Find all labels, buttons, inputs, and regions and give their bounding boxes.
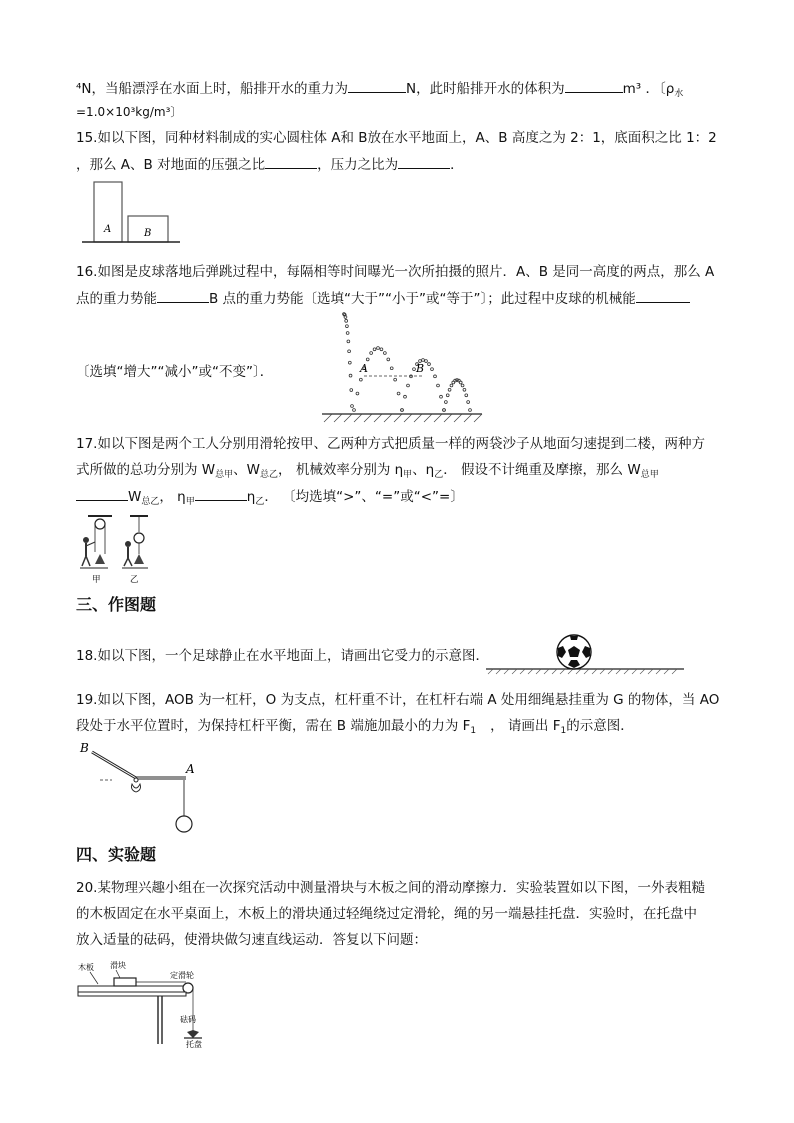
ball-position-dot — [353, 409, 356, 412]
label-a: A — [186, 762, 195, 776]
bouncing-ball-figure — [318, 310, 488, 430]
ball-position-dot — [366, 358, 369, 361]
ball-position-dot — [459, 381, 462, 384]
ball-position-dot — [347, 340, 350, 343]
ball-position-dot — [434, 375, 437, 378]
q18-text: 18.如以下图，一个足球静止在水平地面上，请画出它受力的示意图． — [76, 648, 489, 664]
ball-position-dot — [377, 347, 380, 350]
ball-position-dot — [348, 350, 351, 353]
q14-line1: ⁴N，当船漂浮在水面上时，船排开水的重力为 N，此时船排开水的体积为 m³ ．〔$\rho_水$ — [76, 78, 683, 104]
answer-blank[interactable] — [348, 78, 406, 93]
answer-blank[interactable] — [565, 78, 623, 93]
q15-line2: ，那么 A、B 对地面的压强之比 ，压力之比为 ． — [76, 154, 464, 175]
label-yi: 乙 — [130, 575, 139, 585]
ball-position-dot — [394, 378, 397, 381]
ball-position-dot — [425, 360, 428, 363]
ball-position-dot — [440, 395, 443, 398]
label-tray: 托盘 — [186, 1040, 202, 1049]
ball-position-dot — [463, 388, 466, 391]
cylinders-figure — [82, 178, 182, 248]
q17-line3: $W_{总乙}$， $\eta_甲$ $\eta_乙$． 〔均选填“>”、“=”或“<”=〕 — [76, 486, 464, 512]
answer-blank[interactable] — [76, 486, 128, 501]
ball-position-dot — [346, 332, 349, 335]
label-weights: 砝码 — [180, 1015, 196, 1024]
ball-position-dot — [345, 319, 348, 322]
q19-line1: 19.如以下图，AOB 为一杠杆，O 为支点，杠杆重不计，在杠杆右端 A 处用细绳悬挂重为 G 的物体，当 AO — [76, 692, 720, 708]
answer-blank[interactable] — [195, 486, 247, 501]
ball-position-dot — [437, 384, 440, 387]
ball-position-dot — [431, 368, 434, 371]
section-title: 三、作图题 — [76, 595, 157, 614]
label-slider: 滑块 — [110, 961, 126, 970]
ball-position-dot — [413, 368, 416, 371]
q16-line1: 16.如图是皮球落地后弹跳过程中，每隔相等时间曝光一次所拍摄的照片．A、B 是同一高度的两点，那么 A — [76, 264, 715, 280]
q14-line2: =1.0×10³kg/m³〕 — [76, 105, 183, 119]
pulley-workers-figure — [78, 512, 158, 584]
ball-position-dot — [407, 384, 410, 387]
label-b: B — [144, 228, 152, 239]
label-pulley: 定滑轮 — [170, 971, 194, 980]
ball-position-dot — [446, 394, 449, 397]
ball-position-dot — [370, 352, 373, 355]
q16-line3: 〔选填“增大”“减小”或“不变”〕． — [76, 364, 274, 380]
football-icon — [557, 635, 591, 669]
ball-position-dot — [422, 359, 425, 362]
ball-position-dot — [380, 348, 383, 351]
label-board: 木板 — [78, 963, 94, 972]
label-a: A — [104, 224, 112, 235]
label-jia: 甲 — [92, 575, 101, 585]
q20-line3: 放入适量的砝码，使滑块做匀速直线运动．答复以下问题： — [76, 932, 427, 948]
lever-figure — [76, 740, 206, 836]
answer-blank[interactable] — [265, 154, 317, 169]
q20-line2: 的木板固定在水平桌面上，木板上的滑块通过轻绳绕过定滑轮，绳的另一端悬挂托盘．实验时，在托盘中 — [76, 906, 697, 922]
ball-position-dot — [465, 394, 468, 397]
q17-line1: 17.如以下图是两个工人分别用滑轮按甲、乙两种方式把质量一样的两袋沙子从地面匀速提到二楼，两种方 — [76, 436, 705, 452]
ball-position-dot — [350, 389, 353, 392]
ball-position-dot — [443, 409, 446, 412]
answer-blank[interactable] — [157, 288, 209, 303]
ball-position-dot — [349, 374, 352, 377]
ball-position-dot — [469, 409, 472, 412]
ball-position-dot — [461, 384, 464, 387]
ball-position-dot — [390, 367, 393, 370]
ball-position-dot — [450, 384, 453, 387]
ball-position-dot — [356, 392, 359, 395]
q17-line2: 式所做的总功分别为 $W_{总甲}$、$W_{总乙}$， 机械效率分别为 $\eta_甲$、$\eta_乙$． 假设不计绳重及摩擦，那么 $W_{总甲}$ — [76, 462, 659, 480]
label-a: A — [360, 362, 368, 375]
ball-position-dot — [359, 378, 362, 381]
football-figure — [486, 634, 686, 676]
ball-position-dot — [467, 401, 470, 404]
ball-position-dot — [373, 348, 376, 351]
answer-blank[interactable] — [636, 288, 690, 303]
slider-block — [114, 978, 136, 986]
ball-position-dot — [383, 352, 386, 355]
ball-position-dot — [348, 361, 351, 364]
ball-position-dot — [397, 392, 400, 395]
q19-line2: 段处于水平位置时，为保持杠杆平衡，需在 B 端施加最小的力为 $F_1$ ， 请画出 $F_1$的示意图． — [76, 718, 634, 736]
q16-line2: 点的重力势能 B 点的重力势能〔选填“大于”“小于”或“等于”〕；此过程中皮球的机械能 — [76, 288, 690, 309]
friction-setup-figure — [76, 956, 206, 1048]
answer-blank[interactable] — [398, 154, 450, 169]
q20-line1: 20.某物理兴趣小组在一次探究活动中测量滑块与木板之间的滑动摩擦力．实验装置如以下图，一外表粗糙 — [76, 880, 705, 896]
ball-position-dot — [444, 401, 447, 404]
ball-position-dot — [387, 358, 390, 361]
ball-position-dot — [428, 363, 431, 366]
ball-position-dot — [404, 395, 407, 398]
ball-position-dot — [448, 388, 451, 391]
label-b: B — [416, 362, 425, 375]
section-title: 四、实验题 — [76, 845, 157, 864]
label-b: B — [80, 741, 89, 755]
ball-position-dot — [401, 409, 404, 412]
ball-position-dot — [351, 405, 354, 408]
q15-line1: 15.如以下图，同种材料制成的实心圆柱体 A和 B放在水平地面上，A、B 高度之为 2：1，底面积之比 1：2 — [76, 130, 717, 146]
ball-position-dot — [346, 325, 349, 328]
